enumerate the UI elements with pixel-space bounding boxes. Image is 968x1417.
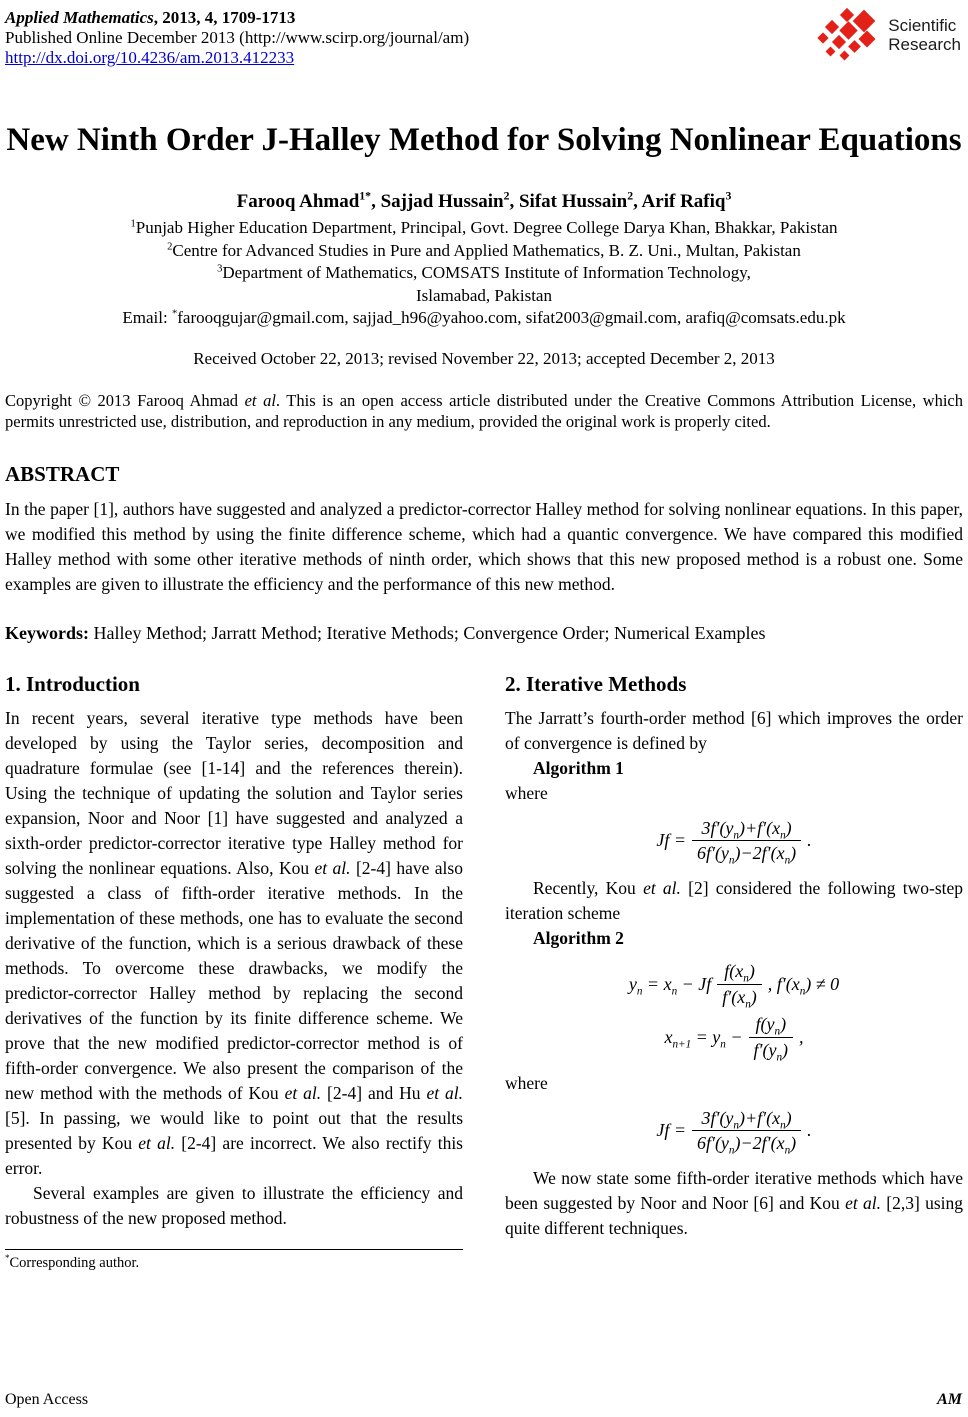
equation-tail: .	[807, 1120, 812, 1141]
equation-lhs: $x_{n+1} = y_n$ −	[664, 1027, 743, 1051]
section-heading-iterative-methods: 2. Iterative Methods	[505, 671, 687, 696]
intro-paragraph-2: Several examples are given to illustrate the efficiency and robustness of the new proposed method.	[5, 1182, 463, 1228]
affiliation-line-2: $^2$Centre for Advanced Studies in Pure and Applied Mathematics, B. Z. Uni., Multan, Pakistan	[167, 240, 801, 260]
header-left	[5, 8, 469, 68]
right-column	[505, 671, 963, 1273]
affiliation-line-3: $^3$Department of Mathematics, COMSATS Institute of Information Technology,	[217, 263, 751, 282]
algorithm-1-label: Algorithm 1	[533, 757, 624, 778]
fraction	[692, 817, 801, 867]
abstract-heading: ABSTRACT	[5, 461, 120, 486]
where-label-1: where	[505, 782, 548, 803]
intro-paragraph-1: In recent years, several iterative type methods have been developed by using the Taylor series, decomposition and quadrature formulae (see [1-14] and the references therein). Using the technique of updating the solution and Taylor series expansion, Noor and Noor [1] have suggested and analyzed a sixth-order predictor-corrector iterative type Halley method for solving the nonlinear equations. Also, Kou et al. [2-4] have also suggested a class of fifth-order iterative methods. In the implementation of these methods, one has to evaluate the second derivative of the function, which is a serious drawback of these methods. To overcome these drawbacks, we modify the predictor-corrector Halley method by replacing the second derivatives of the function by its finite difference scheme. We prove that the new modified predictor-corrector method is of fifth-order convergence. We also present the comparison of the new method with the methods of Kou et al. [2-4] and Hu et al. [5]. In passing, we would like to point out that the results presented by Kou et al. [2-4] are incorrect. We also rectify this error.	[5, 707, 464, 1178]
keywords-line: Keywords: Halley Method; Jarratt Method; Iterative Methods; Convergence Order; Numerical Examples	[5, 622, 766, 643]
equation-tail: , $f'(x_n) \ne 0$	[767, 973, 840, 998]
left-column	[5, 671, 463, 1273]
authors-line: Farooq Ahmad$^{1*}$, Sajjad Hussain$^2$, Sifat Hussain$^2$, Arif Rafiq$^3$	[236, 189, 732, 212]
logo-wordmark	[888, 16, 961, 54]
fraction-numerator: $f(x_n)$	[717, 961, 762, 985]
fraction-numerator: $3f'(y_n)+f'(x_n)$	[692, 818, 801, 842]
footnote-corresponding-author: *Corresponding author.	[5, 1252, 140, 1271]
equation-lhs: Jf =	[656, 1120, 686, 1141]
affiliation-line-1: $^1$Punjab Higher Education Department, Principal, Govt. Degree College Darya Khan, Bhakkar, Pakistan	[130, 218, 838, 237]
logo-word-scientific: Scientific	[888, 16, 957, 35]
footnote-rule	[5, 1249, 463, 1250]
paper-title: New Ninth Order J-Halley Method for Solving Nonlinear Equations	[6, 122, 962, 158]
equation-tail: .	[807, 830, 812, 851]
body-columns	[5, 671, 963, 1273]
fraction	[749, 1014, 794, 1064]
equation-yn	[505, 960, 963, 1011]
received-line: Received October 22, 2013; revised November 22, 2013; accepted December 2, 2013	[193, 348, 775, 368]
fraction	[692, 1107, 801, 1157]
published-online-line: Published Online December 2013 (http://www.scirp.org/journal/am)	[5, 28, 470, 47]
methods-paragraph-3: We now state some fifth-order iterative methods which have been suggested by Noor and Noor [6] and Kou et al. [2,3] using quite different techniques.	[505, 1168, 964, 1238]
equation-lhs: Jf =	[656, 830, 686, 851]
methods-paragraph-1: The Jarratt’s fourth-order method [6] which improves the order of convergence is defined by	[505, 707, 963, 753]
section-heading-introduction: 1. Introduction	[5, 671, 140, 696]
algorithm-2-label: Algorithm 2	[533, 927, 624, 948]
equation-tail: ,	[799, 1027, 804, 1048]
doi-link[interactable]: http://dx.doi.org/10.4236/am.2013.412233	[5, 48, 295, 67]
email-line: Email: *farooqgujar@gmail.com, sajjad_h96@yahoo.com, sifat2003@gmail.com, arafiq@comsats.edu.pk	[122, 308, 846, 327]
equation-lhs: $y_n = x_n - Jf$	[628, 973, 712, 998]
fraction-denominator: $f'(x_n)$	[722, 986, 757, 1011]
journal-citation-line: Applied Mathematics, 2013, 4, 1709-1713	[5, 8, 296, 27]
equation-jf-1	[505, 817, 963, 867]
header	[5, 8, 963, 68]
copyright-notice: Copyright © 2013 Farooq Ahmad et al. This is an open access article distributed under the Creative Commons Attribution License, which permits unrestricted use, distribution, and reproduction in any medium, provided the original work is properly cited.	[5, 390, 963, 431]
affiliation-line-4: Islamabad, Pakistan	[416, 285, 552, 305]
fraction-denominator: $f'(y_n)$	[753, 1039, 789, 1064]
open-access-label: Open Access	[5, 1391, 89, 1408]
equation-jf-2	[505, 1107, 963, 1157]
algorithm-2-equations	[505, 960, 963, 1064]
methods-paragraph-2: Recently, Kou et al. [2] considered the following two-step iteration scheme	[505, 877, 964, 923]
scientific-research-logo	[818, 10, 961, 62]
where-label-2: where	[505, 1072, 548, 1093]
logo-diamonds-icon	[818, 10, 880, 62]
journal-abbreviation: AM	[937, 1391, 962, 1408]
abstract-text: In the paper [1], authors have suggested and analyzed a predictor-corrector Halley method for solving nonlinear equations. In this paper, we modified this method by using the finite difference scheme, which had a quantic convergence. We have compared this modified Halley method with some other iterative methods of ninth order, which shows that this new proposed method is a robust one. Some examples are given to illustrate the efficiency and the performance of this new method.	[5, 498, 963, 594]
affiliations-block	[5, 217, 963, 330]
page-footer	[5, 1391, 962, 1409]
footnote-block	[5, 1249, 463, 1273]
fraction-numerator: $3f'(y_n)+f'(x_n)$	[692, 1108, 801, 1132]
fraction	[717, 960, 762, 1011]
fraction-numerator: $f(y_n)$	[749, 1014, 794, 1038]
equation-xn1	[505, 1014, 963, 1064]
fraction-denominator: $6f'(y_n)-2f'(x_n)$	[697, 1133, 797, 1157]
logo-word-research: Research	[888, 35, 961, 54]
fraction-denominator: $6f'(y_n)-2f'(x_n)$	[697, 843, 797, 867]
